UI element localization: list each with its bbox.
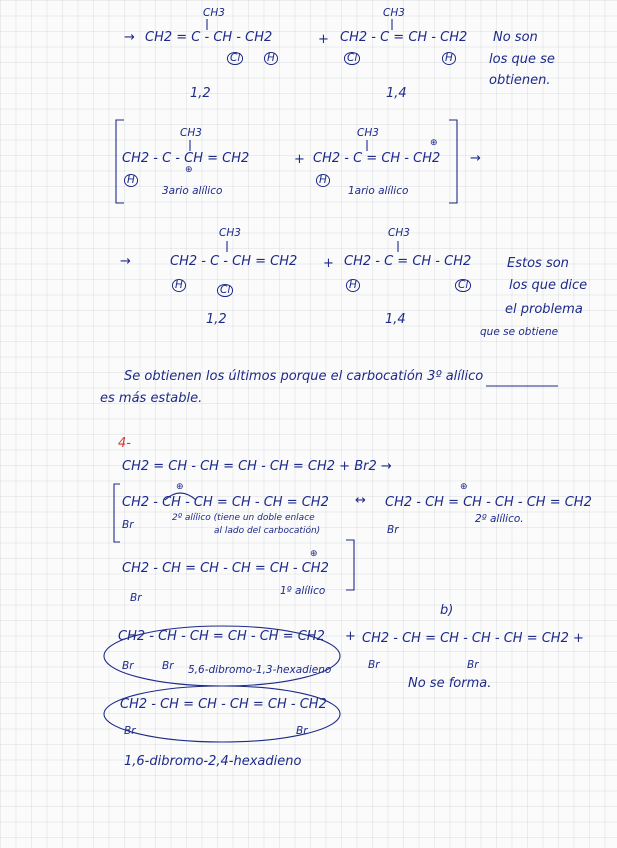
methyl-group: CH3: [357, 127, 379, 139]
methyl-group: CH3: [388, 227, 410, 239]
methyl-group: CH3: [203, 7, 225, 19]
positive-charge: ⊕: [430, 138, 438, 148]
chlorine-atom: Cl: [227, 52, 243, 65]
product-14-chain: CH2 - C = CH - CH2: [344, 254, 472, 269]
reaction-arrow: →: [470, 151, 481, 166]
carbocation-type-label: 1ario alílico: [348, 185, 409, 197]
product-structure: CH2 - CH = CH - CH = CH - CH2: [120, 697, 327, 712]
hydrogen-atom: H: [442, 52, 456, 65]
chlorine-atom: Cl: [344, 52, 360, 65]
bromine-atom: Br: [130, 592, 142, 604]
hydrogen-atom: H: [316, 174, 330, 187]
resonance-arrow: ↔: [355, 493, 366, 508]
bromine-atom: Br: [296, 725, 308, 737]
label-1-4: 1,4: [385, 312, 406, 327]
positive-charge: ⊕: [460, 482, 468, 492]
side-note-line: Estos son: [507, 256, 569, 271]
plus-sign: +: [323, 256, 334, 271]
section-number: 4-: [118, 436, 131, 451]
resonance-note: al lado del carbocatión): [214, 526, 321, 536]
side-note-line: el problema: [505, 302, 583, 317]
resonance-bracket: [114, 484, 120, 542]
hydrogen-atom: H: [346, 279, 360, 292]
resonance-structure-2: CH2 - CH = CH - CH - CH = CH2: [385, 495, 592, 510]
label-1-2: 1,2: [190, 86, 211, 101]
part-label: b): [440, 603, 454, 618]
reaction-arrow: →: [124, 30, 135, 45]
bromine-atom: Br: [368, 659, 380, 671]
bromine-atom: Br: [122, 660, 134, 672]
reaction-bracket: [449, 120, 457, 203]
side-note-line: los que se: [489, 52, 555, 67]
chlorine-atom: Cl: [455, 279, 471, 292]
resonance-bracket: [346, 540, 354, 590]
methyl-group: CH3: [383, 7, 405, 19]
methyl-group: CH3: [180, 127, 202, 139]
structure-14-chain: CH2 - C = CH - CH2: [340, 30, 468, 45]
conclusion-line: Se obtienen los últimos porque el carbocatión 3º alílico: [124, 369, 484, 384]
carbocation-3-chain: CH2 - C - CH = CH2: [122, 151, 250, 166]
side-note-line: que se obtiene: [480, 326, 559, 338]
compound-name: 5,6-dibromo-1,3-hexadieno: [188, 664, 332, 676]
carbocation-1-chain: CH2 - C = CH - CH2: [313, 151, 441, 166]
methyl-group: CH3: [219, 227, 241, 239]
bromine-atom: Br: [162, 660, 174, 672]
resonance-note: 2º alílico (tiene un doble enlace: [172, 513, 315, 523]
reaction-equation: CH2 = CH - CH = CH - CH = CH2 + Br2 →: [122, 459, 392, 474]
label-1-4: 1,4: [386, 86, 407, 101]
positive-charge: ⊕: [176, 482, 184, 492]
chlorine-atom: Cl: [217, 284, 233, 297]
positive-charge: ⊕: [185, 165, 193, 175]
label-1-2: 1,2: [206, 312, 227, 327]
compound-name: 1,6-dibromo-2,4-hexadieno: [124, 754, 302, 769]
bromine-atom: Br: [387, 524, 399, 536]
side-note-line: No son: [493, 30, 538, 45]
hydrogen-atom: H: [264, 52, 278, 65]
positive-charge: ⊕: [310, 549, 318, 559]
plus-sign: +: [345, 629, 356, 644]
product-structure: CH2 - CH - CH = CH - CH = CH2: [118, 629, 325, 644]
carbocation-type-label: 3ario alílico: [162, 185, 223, 197]
product-12-chain: CH2 - C - CH = CH2: [170, 254, 298, 269]
resonance-structure-1: CH2 - CH - CH = CH - CH = CH2: [122, 495, 329, 510]
resonance-note: 2º alílico.: [475, 513, 524, 525]
product-structure: CH2 - CH = CH - CH - CH = CH2 +: [362, 631, 584, 646]
hydrogen-atom: H: [124, 174, 138, 187]
side-note-line: los que dice: [509, 278, 588, 293]
resonance-note: 1º alílico: [280, 585, 326, 597]
bromine-atom: Br: [467, 659, 479, 671]
bromine-atom: Br: [124, 725, 136, 737]
conclusion-line: es más estable.: [100, 391, 203, 406]
reaction-arrow: →: [120, 254, 131, 269]
structure-12-chain: CH2 = C - CH - CH2: [145, 30, 273, 45]
plus-sign: +: [318, 32, 329, 47]
resonance-structure-3: CH2 - CH = CH - CH = CH - CH2: [122, 561, 329, 576]
side-note-line: No se forma.: [408, 676, 492, 691]
plus-sign: +: [294, 152, 305, 167]
bromine-atom: Br: [122, 519, 134, 531]
side-note-line: obtienen.: [489, 73, 551, 88]
hydrogen-atom: H: [172, 279, 186, 292]
